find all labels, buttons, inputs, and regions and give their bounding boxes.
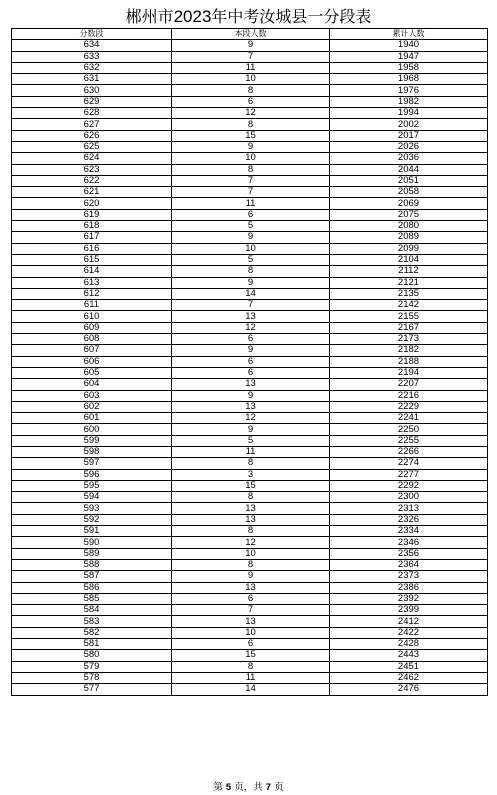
- table-row: [12, 266, 488, 277]
- table-row: [12, 198, 488, 209]
- cell-segment-count: 14: [172, 288, 330, 299]
- table-row: [12, 413, 488, 424]
- cell-segment-count: 12: [172, 322, 330, 333]
- cell-score: 610: [12, 311, 172, 322]
- cell-score: 584: [12, 605, 172, 616]
- cell-segment-count: 15: [172, 480, 330, 491]
- table-row: [12, 311, 488, 322]
- cell-cumulative-count: 1976: [330, 85, 488, 96]
- cell-score: 609: [12, 322, 172, 333]
- cell-cumulative-count: 2058: [330, 187, 488, 198]
- cell-score: 594: [12, 492, 172, 503]
- table-row: [12, 85, 488, 96]
- cell-cumulative-count: 2313: [330, 503, 488, 514]
- cell-segment-count: 9: [172, 424, 330, 435]
- cell-segment-count: 8: [172, 492, 330, 503]
- table-row: [12, 164, 488, 175]
- cell-segment-count: 9: [172, 141, 330, 152]
- cell-cumulative-count: 2080: [330, 221, 488, 232]
- table-row: [12, 526, 488, 537]
- cell-score: 600: [12, 424, 172, 435]
- cell-cumulative-count: 2274: [330, 458, 488, 469]
- table-row: [12, 96, 488, 107]
- cell-segment-count: 8: [172, 164, 330, 175]
- cell-score: 607: [12, 345, 172, 356]
- cell-score: 593: [12, 503, 172, 514]
- cell-cumulative-count: 2188: [330, 356, 488, 367]
- cell-cumulative-count: 2075: [330, 209, 488, 220]
- table-row: [12, 175, 488, 186]
- header-score-range: 分数段: [12, 29, 172, 40]
- table-row: [12, 51, 488, 62]
- cell-segment-count: 9: [172, 232, 330, 243]
- cell-segment-count: 12: [172, 413, 330, 424]
- cell-score: 626: [12, 130, 172, 141]
- cell-cumulative-count: 2173: [330, 334, 488, 345]
- cell-segment-count: 8: [172, 458, 330, 469]
- cell-segment-count: 6: [172, 334, 330, 345]
- table-row: [12, 187, 488, 198]
- cell-score: 629: [12, 96, 172, 107]
- cell-score: 618: [12, 221, 172, 232]
- cell-cumulative-count: 2135: [330, 288, 488, 299]
- cell-cumulative-count: 2462: [330, 672, 488, 683]
- table-row: [12, 153, 488, 164]
- table-row: [12, 243, 488, 254]
- cell-score: 585: [12, 593, 172, 604]
- cell-segment-count: 10: [172, 548, 330, 559]
- cell-segment-count: 13: [172, 401, 330, 412]
- cell-cumulative-count: 2428: [330, 639, 488, 650]
- cell-cumulative-count: 2017: [330, 130, 488, 141]
- table-row: [12, 119, 488, 130]
- cell-segment-count: 9: [172, 345, 330, 356]
- cell-segment-count: 9: [172, 390, 330, 401]
- cell-cumulative-count: 2099: [330, 243, 488, 254]
- table-row: [12, 548, 488, 559]
- cell-cumulative-count: 1947: [330, 51, 488, 62]
- header-cumulative-count: 累计人数: [330, 29, 488, 40]
- table-row: [12, 254, 488, 265]
- page-footer: [0, 779, 497, 793]
- cell-score: 617: [12, 232, 172, 243]
- cell-segment-count: 12: [172, 108, 330, 119]
- header-segment-count: 本段人数: [172, 29, 330, 40]
- cell-segment-count: 5: [172, 435, 330, 446]
- cell-score: 612: [12, 288, 172, 299]
- cell-segment-count: 8: [172, 661, 330, 672]
- cell-segment-count: 5: [172, 221, 330, 232]
- cell-segment-count: 13: [172, 503, 330, 514]
- cell-cumulative-count: 2277: [330, 469, 488, 480]
- footer-suffix: 页: [271, 782, 284, 793]
- cell-score: 633: [12, 51, 172, 62]
- table-row: [12, 232, 488, 243]
- cell-cumulative-count: 2155: [330, 311, 488, 322]
- cell-cumulative-count: 1994: [330, 108, 488, 119]
- table-row: [12, 582, 488, 593]
- cell-cumulative-count: 2250: [330, 424, 488, 435]
- cell-score: 588: [12, 559, 172, 570]
- cell-score: 597: [12, 458, 172, 469]
- table-row: [12, 458, 488, 469]
- page-title: [0, 6, 497, 28]
- cell-cumulative-count: 2229: [330, 401, 488, 412]
- cell-cumulative-count: 1958: [330, 62, 488, 73]
- table-row: [12, 401, 488, 412]
- table-header-row: [12, 29, 488, 40]
- cell-score: 627: [12, 119, 172, 130]
- cell-segment-count: 8: [172, 266, 330, 277]
- score-table: [11, 28, 488, 696]
- title-prefix: 郴州市: [125, 7, 174, 26]
- table-row: [12, 379, 488, 390]
- cell-cumulative-count: 2386: [330, 582, 488, 593]
- cell-segment-count: 6: [172, 96, 330, 107]
- cell-cumulative-count: 2412: [330, 616, 488, 627]
- cell-cumulative-count: 2346: [330, 537, 488, 548]
- cell-segment-count: 9: [172, 40, 330, 51]
- cell-cumulative-count: 2026: [330, 141, 488, 152]
- cell-segment-count: 10: [172, 153, 330, 164]
- cell-score: 591: [12, 526, 172, 537]
- table-row: [12, 367, 488, 378]
- cell-cumulative-count: 2326: [330, 514, 488, 525]
- cell-segment-count: 6: [172, 367, 330, 378]
- cell-score: 583: [12, 616, 172, 627]
- cell-score: 586: [12, 582, 172, 593]
- table-row: [12, 221, 488, 232]
- table-row: [12, 492, 488, 503]
- cell-cumulative-count: 2443: [330, 650, 488, 661]
- cell-score: 624: [12, 153, 172, 164]
- cell-segment-count: 8: [172, 85, 330, 96]
- cell-segment-count: 6: [172, 209, 330, 220]
- title-year: 2023: [173, 7, 212, 26]
- cell-segment-count: 11: [172, 62, 330, 73]
- cell-segment-count: 6: [172, 356, 330, 367]
- table-row: [12, 684, 488, 695]
- table-row: [12, 141, 488, 152]
- cell-score: 622: [12, 175, 172, 186]
- cell-segment-count: 15: [172, 130, 330, 141]
- cell-score: 604: [12, 379, 172, 390]
- cell-segment-count: 13: [172, 514, 330, 525]
- cell-score: 628: [12, 108, 172, 119]
- cell-segment-count: 6: [172, 593, 330, 604]
- cell-score: 634: [12, 40, 172, 51]
- cell-segment-count: 8: [172, 526, 330, 537]
- cell-score: 595: [12, 480, 172, 491]
- cell-score: 616: [12, 243, 172, 254]
- cell-score: 605: [12, 367, 172, 378]
- cell-cumulative-count: 2373: [330, 571, 488, 582]
- table-row: [12, 130, 488, 141]
- cell-score: 630: [12, 85, 172, 96]
- cell-segment-count: 11: [172, 672, 330, 683]
- footer-total-pages: 7: [265, 782, 272, 793]
- table-row: [12, 672, 488, 683]
- table-row: [12, 322, 488, 333]
- cell-cumulative-count: 2216: [330, 390, 488, 401]
- cell-cumulative-count: 2167: [330, 322, 488, 333]
- cell-segment-count: 7: [172, 605, 330, 616]
- cell-cumulative-count: 2356: [330, 548, 488, 559]
- cell-segment-count: 5: [172, 254, 330, 265]
- cell-score: 589: [12, 548, 172, 559]
- cell-segment-count: 8: [172, 119, 330, 130]
- table-row: [12, 559, 488, 570]
- cell-segment-count: 15: [172, 650, 330, 661]
- title-suffix: 年中考汝城县一分段表: [211, 7, 372, 26]
- cell-cumulative-count: 2399: [330, 605, 488, 616]
- table-row: [12, 108, 488, 119]
- table-row: [12, 639, 488, 650]
- cell-segment-count: 11: [172, 198, 330, 209]
- footer-prefix: 第: [213, 782, 226, 793]
- cell-score: 596: [12, 469, 172, 480]
- table-body: [12, 40, 488, 695]
- cell-score: 590: [12, 537, 172, 548]
- cell-score: 632: [12, 62, 172, 73]
- cell-segment-count: 6: [172, 639, 330, 650]
- cell-score: 615: [12, 254, 172, 265]
- cell-cumulative-count: 2089: [330, 232, 488, 243]
- cell-score: 611: [12, 300, 172, 311]
- cell-score: 625: [12, 141, 172, 152]
- cell-cumulative-count: 2292: [330, 480, 488, 491]
- cell-segment-count: 7: [172, 300, 330, 311]
- cell-segment-count: 7: [172, 51, 330, 62]
- cell-score: 623: [12, 164, 172, 175]
- table-row: [12, 616, 488, 627]
- table-row: [12, 277, 488, 288]
- cell-score: 606: [12, 356, 172, 367]
- cell-segment-count: 13: [172, 616, 330, 627]
- cell-cumulative-count: 2364: [330, 559, 488, 570]
- cell-cumulative-count: 2036: [330, 153, 488, 164]
- table-row: [12, 300, 488, 311]
- cell-score: 631: [12, 74, 172, 85]
- table-row: [12, 74, 488, 85]
- cell-segment-count: 3: [172, 469, 330, 480]
- cell-segment-count: 7: [172, 175, 330, 186]
- cell-segment-count: 10: [172, 627, 330, 638]
- cell-score: 613: [12, 277, 172, 288]
- cell-cumulative-count: 2300: [330, 492, 488, 503]
- table-row: [12, 356, 488, 367]
- cell-segment-count: 12: [172, 537, 330, 548]
- cell-cumulative-count: 1940: [330, 40, 488, 51]
- cell-score: 581: [12, 639, 172, 650]
- cell-segment-count: 11: [172, 446, 330, 457]
- cell-segment-count: 13: [172, 379, 330, 390]
- table-row: [12, 514, 488, 525]
- footer-middle: 页，共: [231, 782, 266, 793]
- table-row: [12, 390, 488, 401]
- cell-score: 580: [12, 650, 172, 661]
- cell-cumulative-count: 2142: [330, 300, 488, 311]
- cell-score: 587: [12, 571, 172, 582]
- cell-segment-count: 9: [172, 571, 330, 582]
- cell-score: 608: [12, 334, 172, 345]
- cell-cumulative-count: 2044: [330, 164, 488, 175]
- cell-segment-count: 7: [172, 187, 330, 198]
- cell-cumulative-count: 2422: [330, 627, 488, 638]
- table-row: [12, 209, 488, 220]
- table-row: [12, 480, 488, 491]
- table-row: [12, 650, 488, 661]
- table-row: [12, 40, 488, 51]
- cell-cumulative-count: 2051: [330, 175, 488, 186]
- table-row: [12, 593, 488, 604]
- table-row: [12, 424, 488, 435]
- cell-cumulative-count: 2104: [330, 254, 488, 265]
- cell-segment-count: 13: [172, 582, 330, 593]
- table-row: [12, 503, 488, 514]
- table-row: [12, 469, 488, 480]
- cell-cumulative-count: 2255: [330, 435, 488, 446]
- cell-segment-count: 10: [172, 243, 330, 254]
- cell-score: 582: [12, 627, 172, 638]
- cell-cumulative-count: 2334: [330, 526, 488, 537]
- cell-cumulative-count: 2069: [330, 198, 488, 209]
- cell-score: 621: [12, 187, 172, 198]
- cell-cumulative-count: 2476: [330, 684, 488, 695]
- cell-segment-count: 9: [172, 277, 330, 288]
- cell-score: 614: [12, 266, 172, 277]
- cell-cumulative-count: 2112: [330, 266, 488, 277]
- cell-cumulative-count: 2182: [330, 345, 488, 356]
- cell-score: 602: [12, 401, 172, 412]
- cell-cumulative-count: 2241: [330, 413, 488, 424]
- cell-segment-count: 8: [172, 559, 330, 570]
- table-row: [12, 345, 488, 356]
- cell-score: 592: [12, 514, 172, 525]
- cell-score: 599: [12, 435, 172, 446]
- table-row: [12, 435, 488, 446]
- cell-score: 598: [12, 446, 172, 457]
- cell-cumulative-count: 2266: [330, 446, 488, 457]
- cell-cumulative-count: 2121: [330, 277, 488, 288]
- table-row: [12, 446, 488, 457]
- cell-score: 620: [12, 198, 172, 209]
- cell-cumulative-count: 2002: [330, 119, 488, 130]
- table-row: [12, 627, 488, 638]
- cell-score: 603: [12, 390, 172, 401]
- table-row: [12, 605, 488, 616]
- cell-cumulative-count: 2392: [330, 593, 488, 604]
- cell-segment-count: 14: [172, 684, 330, 695]
- cell-segment-count: 13: [172, 311, 330, 322]
- cell-score: 578: [12, 672, 172, 683]
- cell-cumulative-count: 1982: [330, 96, 488, 107]
- cell-score: 577: [12, 684, 172, 695]
- cell-score: 619: [12, 209, 172, 220]
- table-row: [12, 571, 488, 582]
- table-row: [12, 661, 488, 672]
- table-row: [12, 62, 488, 73]
- cell-cumulative-count: 2194: [330, 367, 488, 378]
- cell-score: 601: [12, 413, 172, 424]
- cell-score: 579: [12, 661, 172, 672]
- cell-segment-count: 10: [172, 74, 330, 85]
- footer-current-page: 5: [225, 782, 232, 793]
- table-row: [12, 334, 488, 345]
- cell-cumulative-count: 1968: [330, 74, 488, 85]
- table-row: [12, 537, 488, 548]
- cell-cumulative-count: 2451: [330, 661, 488, 672]
- table-row: [12, 288, 488, 299]
- cell-cumulative-count: 2207: [330, 379, 488, 390]
